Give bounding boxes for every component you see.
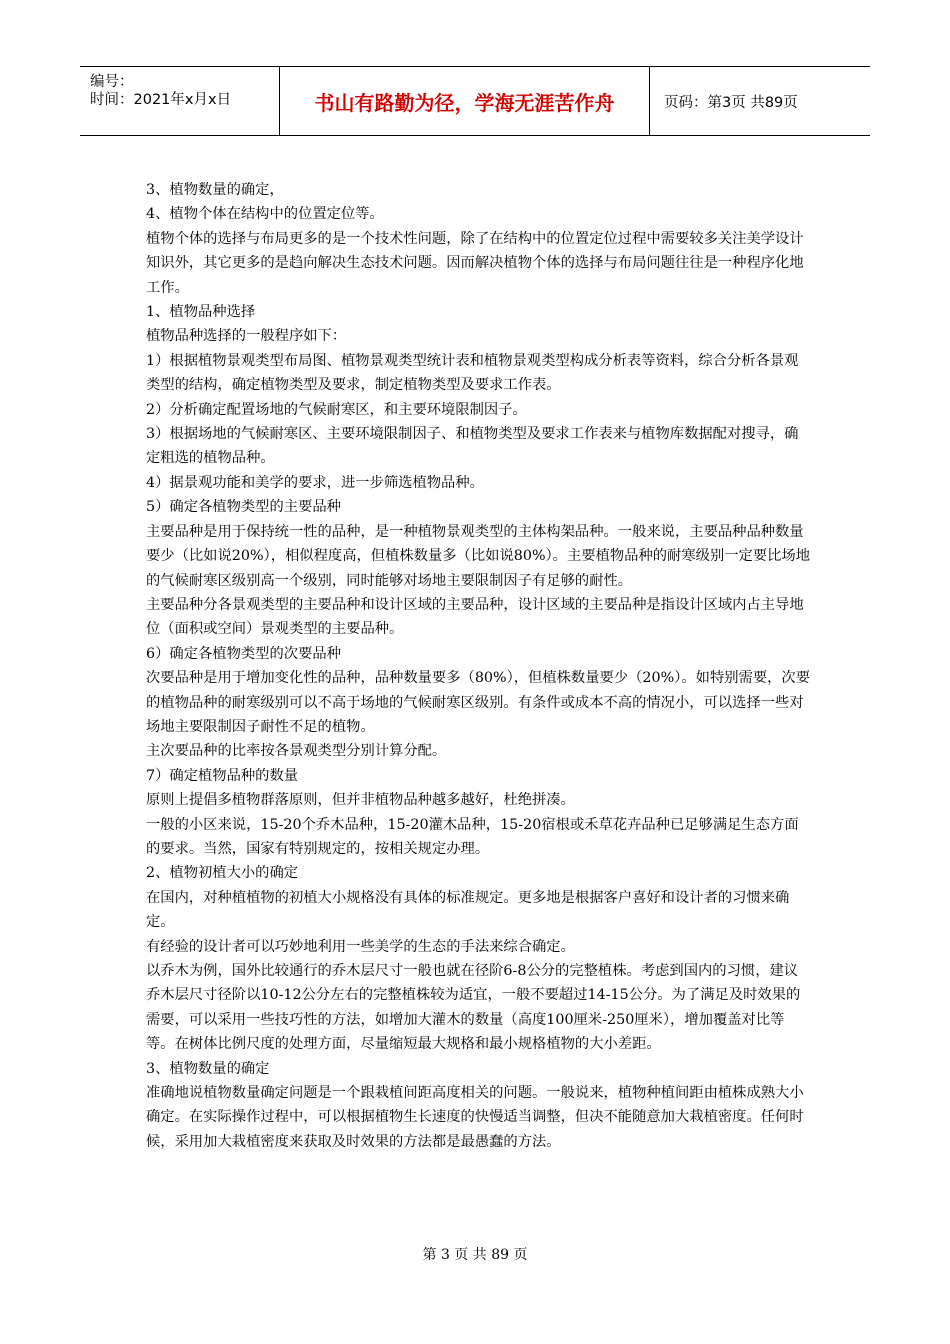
paragraph: 3、植物数量的确定， bbox=[146, 182, 284, 198]
page-footer: 第 3 页 共 89 页 bbox=[422, 1247, 528, 1263]
paragraph: 植物品种选择的一般程序如下： bbox=[146, 328, 347, 345]
document-date: 时间：2021年x月x日 bbox=[90, 92, 232, 108]
page-header bbox=[80, 66, 870, 136]
document-number-label: 编号： bbox=[90, 74, 134, 90]
paragraph: 4）据景观功能和美学的要求，进一步筛选植物品种。 bbox=[146, 474, 484, 491]
paragraph: 4、植物个体在结构中的位置定位等。 bbox=[146, 206, 384, 223]
header-meta bbox=[80, 67, 280, 135]
paragraph: 2）分析确定配置场地的气候耐寒区，和主要环境限制因子。 bbox=[146, 401, 527, 418]
paragraph: 主要品种分各景观类型的主要品种和设计区域的主要品种，设计区域的主要品种是指设计区域内占主导地位（面积或空间）景观类型的主要品种。 bbox=[146, 596, 804, 638]
paragraph: 一般的小区来说，15-20个乔木品种，15-20灌木品种，15-20宿根或禾草花卉品种已足够满足生态方面的要求。当然，国家有特别规定的，按相关规定办理。 bbox=[146, 816, 799, 857]
paragraph: 原则上提倡多植物群落原则，但并非植物品种越多越好，杜绝拼凑。 bbox=[146, 792, 575, 809]
paragraph: 有经验的设计者可以巧妙地利用一些美学的生态的手法来综合确定。 bbox=[146, 938, 575, 955]
paragraph: 主要品种是用于保持统一性的品种，是一种植物景观类型的主体构架品种。一般来说，主要品种品种数量要少（比如说20%），相似程度高，但植株数量多（比如说80%）。主要植物品种的耐寒级别一定要比场地的气候耐寒区级别高一个级别，同时能够对场地主要限制因子有足够的耐性。 bbox=[146, 523, 811, 589]
paragraph: 次要品种是用于增加变化性的品种，品种数量要多（80%），但植株数量要少（20%）。如特别需要，次要的植物品种的耐寒级别可以不高于场地的气候耐寒区级别。有条件或成本不高的情况小，可以选择一些对场地主要限制因子耐性不足的植物。 bbox=[146, 670, 811, 735]
header-motto: 书山有路勤为径，学海无涯苦作舟 bbox=[280, 67, 650, 135]
paragraph: 在国内，对种植植物的初植大小规格没有具体的标准规定。更多地是根据客户喜好和设计者的习惯来确定。 bbox=[146, 889, 790, 931]
paragraph: 以乔木为例，国外比较通行的乔木层尺寸一般也就在径阶6-8公分的完整植株。考虑到国内的习惯，建议乔木层尺寸径阶以10-12公分左右的完整植株较为适宜，一般不要超过14-15公分。为了满足及时效果的需要，可以采用一些技巧性的方法，如增加大灌木的数量（高度100厘米-250厘米），增加覆盖对比等等。在树体比例尺度的处理方面，尽量缩短最大规格和最小规格植物的大小差距。 bbox=[146, 963, 801, 1053]
paragraph: 3）根据场地的气候耐寒区、主要环境限制因子、和植物类型及要求工作表来与植物库数据配对搜寻，确定粗选的植物品种。 bbox=[146, 426, 799, 467]
paragraph: 植物个体的选择与布局更多的是一个技术性问题，除了在结构中的位置定位过程中需要较多关注美学设计知识外，其它更多的是趋向解决生态技术问题。因而解决植物个体的选择与布局问题往往是一种程序化地工作。 bbox=[146, 230, 804, 296]
paragraph: 准确地说植物数量确定问题是一个跟栽植间距高度相关的问题。一般说来，植物种植间距由植株成熟大小确定。在实际操作过程中，可以根据植物生长速度的快慢适当调整，但决不能随意加大栽植密度。任何时候，采用加大栽植密度来获取及时效果的方法都是最愚蠢的方法。 bbox=[146, 1085, 804, 1150]
document-body bbox=[146, 178, 810, 1154]
paragraph: 1）根据植物景观类型布局图、植物景观类型统计表和植物景观类型构成分析表等资料，综合分析各景观类型的结构，确定植物类型及要求，制定植物类型及要求工作表。 bbox=[146, 352, 799, 394]
paragraph: 5）确定各植物类型的主要品种 bbox=[146, 499, 341, 516]
section-heading: 2、植物初植大小的确定 bbox=[146, 865, 299, 882]
paragraph: 7）确定植物品种的数量 bbox=[146, 767, 299, 784]
section-heading: 1、植物品种选择 bbox=[146, 304, 256, 321]
paragraph: 主次要品种的比率按各景观类型分别计算分配。 bbox=[146, 743, 447, 760]
section-heading: 3、植物数量的确定 bbox=[146, 1060, 270, 1077]
header-page-info: 页码：第3页 共89页 bbox=[664, 94, 798, 111]
paragraph: 6）确定各植物类型的次要品种 bbox=[146, 645, 341, 662]
